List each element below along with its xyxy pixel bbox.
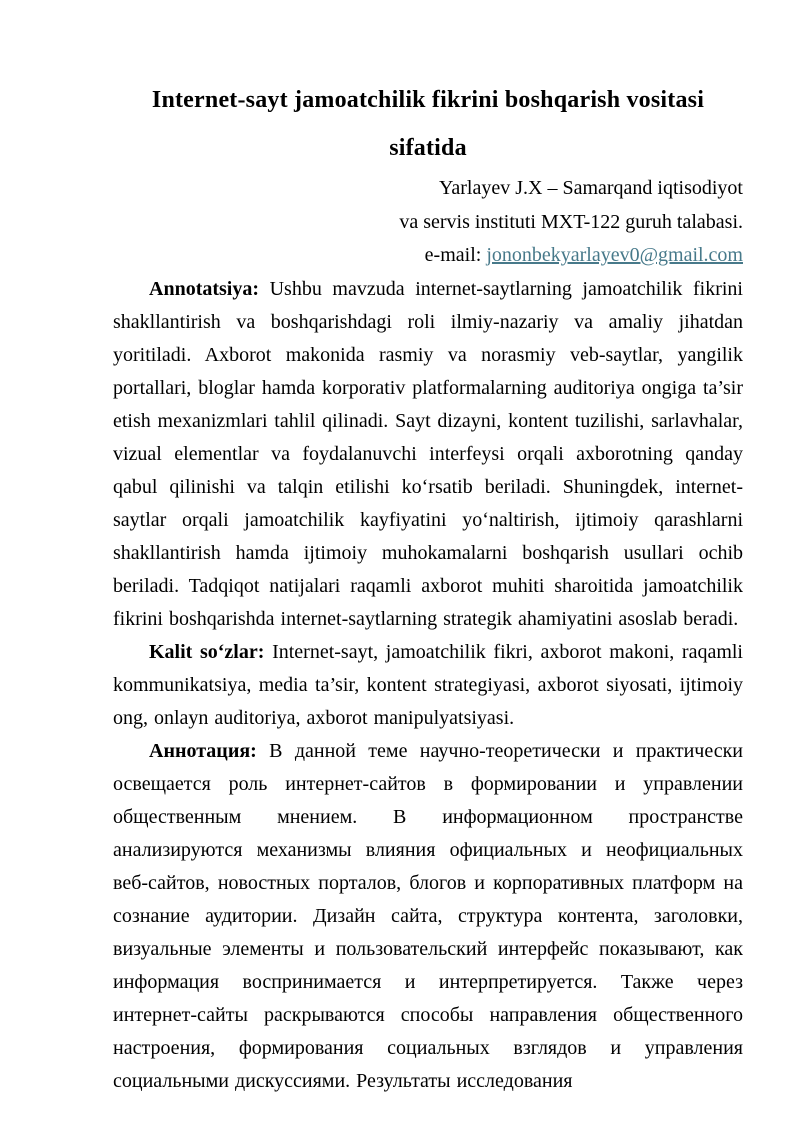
document-title-line-1: Internet-sayt jamoatchilik fikrini boshqarish vositasi bbox=[151, 87, 705, 113]
author-email-line bbox=[113, 239, 743, 273]
keywords-uz-label: Kalit soʻzlar: bbox=[149, 640, 265, 663]
paragraph-annotation-ru bbox=[113, 735, 743, 1098]
annotation-uz-label: Annotatsiya: bbox=[149, 277, 260, 300]
author-block bbox=[113, 172, 743, 273]
annotation-uz-text: Ushbu mavzuda internet-saytlarning jamoatchilik fikrini shakllantirish va boshqarishdagi roli ilmiy-nazariy va amaliy jihatdan yoritiladi. Axborot makonida rasmiy va norasmiy veb-saytlar, yangilik portallari, bloglar hamda korporativ platformalarning auditoriya ongiga ta’sir etish mexanizmlari tahlil qilinadi. Sayt dizayni, kontent tuzilishi, sarlavhalar, vizual elementlar va foydalanuvchi interfeysi orqali axborotning qanday qabul qilinishi va talqin etilishi koʻrsatib beriladi. Shuningdek, internet-saytlar orqali jamoatchilik kayfiyatini yoʻnaltirish, ijtimoiy qarashlarni shakllantirish hamda ijtimoiy muhokamalarni boshqarish usullari ochib beriladi. Tadqiqot natijalari raqamli axborot muhiti sharoitida jamoatchilik fikrini boshqarishda internet-saytlarning strategik ahamiyatini asoslab beradi. bbox=[113, 277, 743, 630]
document-body bbox=[113, 273, 743, 1098]
document-title-line-2: sifatida bbox=[389, 135, 467, 161]
annotation-ru-text: В данной теме научно-теоретически и практически освещается роль интернет-сайтов в формировании и управлении общественным мнением. В информационном пространстве анализируются механизмы влияния официальных и неофициальных веб-сайтов, новостных порталов, блогов и корпоративных платформ на сознание аудитории. Дизайн сайта, структура контента, заголовки, визуальные элементы и пользовательский интерфейс показывают, как информация воспринимается и интерпретируется. Также через интернет-сайты раскрываются способы направления общественного настроения, формирования социальных взглядов и управления социальными дискуссиями. Результаты исследования bbox=[113, 739, 743, 1092]
paragraph-keywords-uz bbox=[113, 636, 743, 735]
author-name-line: Yarlayev J.X – Samarqand iqtisodiyot bbox=[438, 177, 743, 199]
paragraph-annotation-uz bbox=[113, 273, 743, 636]
author-affiliation-line: va servis instituti MXT-122 guruh talabasi. bbox=[399, 210, 743, 233]
annotation-ru-label: Аннотация: bbox=[149, 739, 257, 762]
document-title bbox=[113, 76, 743, 172]
keywords-uz-text: Internet-sayt, jamoatchilik fikri, axborot makoni, raqamli kommunikatsiya, media ta’sir, kontent strategiyasi, axborot siyosati, ijtimoiy ong, onlayn auditoriya, axborot manipulyatsiyasi. bbox=[113, 640, 743, 729]
email-link[interactable]: jononbekyarlayev0@gmail.com bbox=[486, 244, 743, 266]
email-label: e-mail: bbox=[424, 244, 487, 266]
